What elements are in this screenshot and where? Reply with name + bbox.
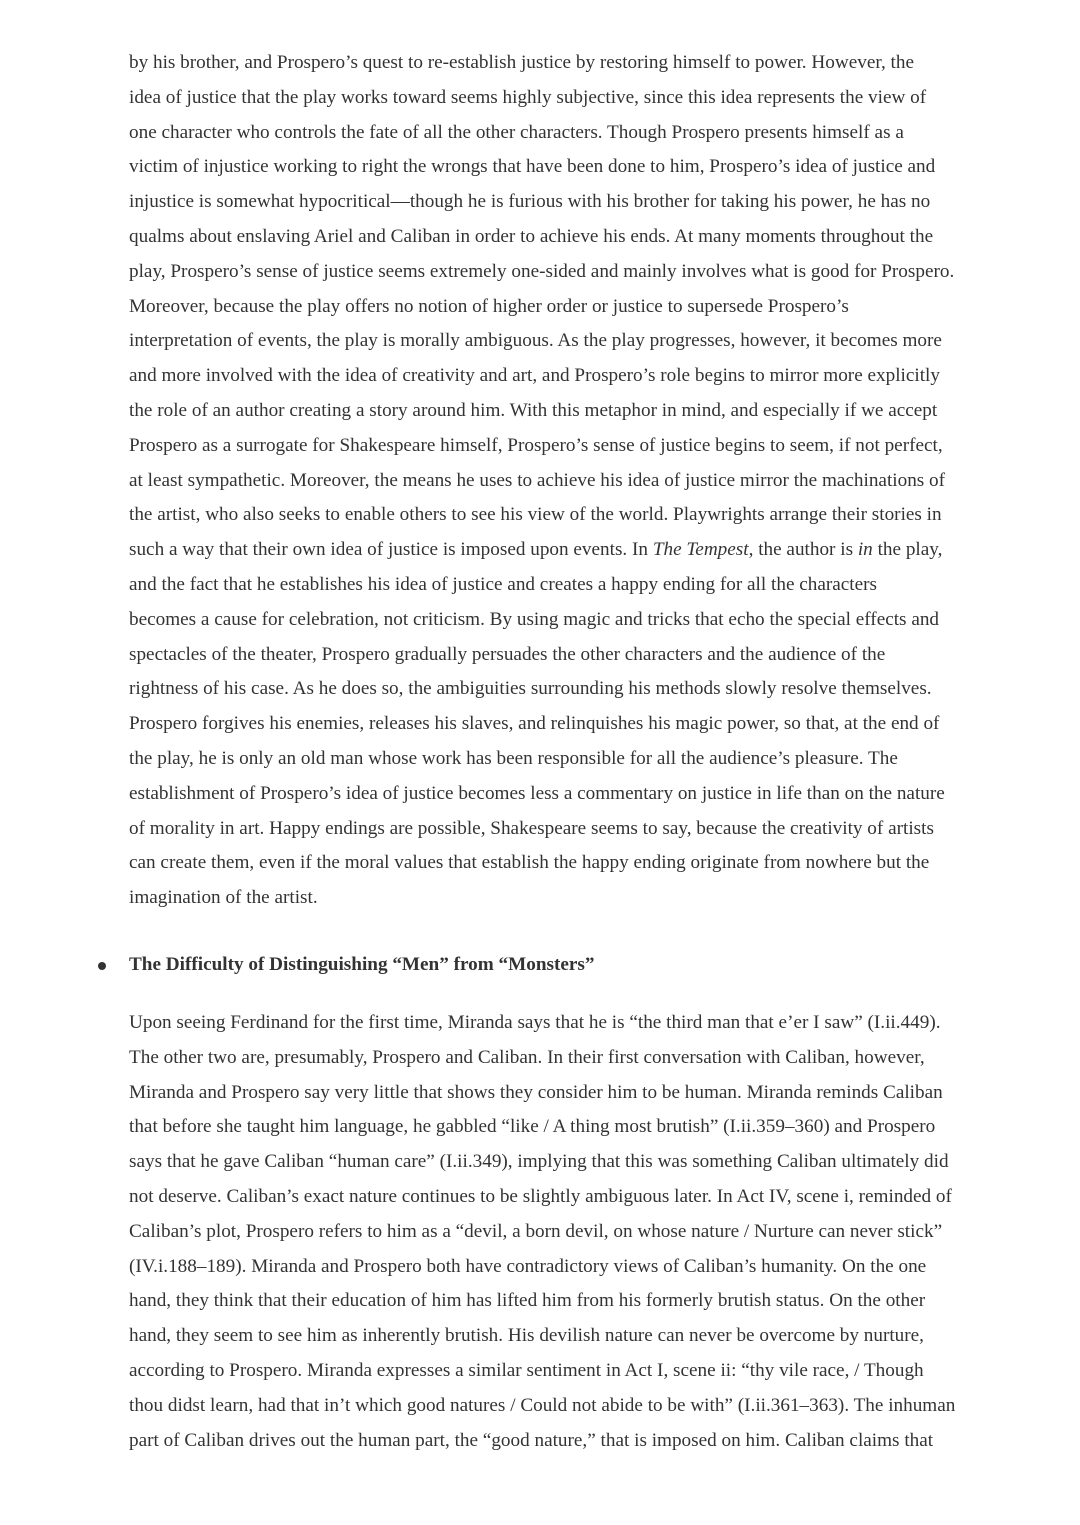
title-italic: The Tempest bbox=[652, 539, 749, 561]
text-line: play, Prospero’s sense of justice seems extremely one-sided and mainly involves what is good for Prospero. bbox=[129, 260, 955, 282]
text-line: The other two are, presumably, Prospero and Caliban. In their first conversation with Caliban, however, bbox=[129, 1046, 925, 1068]
text-line: idea of justice that the play works toward seems highly subjective, since this idea represents the view of bbox=[129, 86, 927, 108]
text-segment: , the author is bbox=[748, 539, 858, 561]
bullet-icon bbox=[98, 962, 106, 970]
text-line: injustice is somewhat hypocritical—though he is furious with his brother for taking his power, he has no bbox=[129, 191, 931, 213]
emphasis-italic: in bbox=[857, 539, 873, 561]
text-line: Prospero forgives his enemies, releases his slaves, and relinquishes his magic power, so that, at the end of bbox=[129, 713, 940, 735]
text-line bbox=[129, 533, 954, 568]
text-segment: such a way that their own idea of justice is imposed upon events. In bbox=[129, 539, 653, 561]
text-line: by his brother, and Prospero’s quest to re-establish justice by restoring himself to power. However, the bbox=[129, 52, 914, 73]
text-line: and more involved with the idea of creativity and art, and Prospero’s role begins to mirror more explicitly bbox=[129, 365, 940, 387]
text-line: of morality in art. Happy endings are possible, Shakespeare seems to say, because the creativity of artists bbox=[129, 817, 934, 839]
text-line: qualms about enslaving Ariel and Caliban in order to achieve his ends. At many moments throughout the bbox=[129, 225, 934, 247]
text-line: not deserve. Caliban’s exact nature continues to be slightly ambiguous later. In Act IV, scene i, reminded of bbox=[129, 1185, 952, 1207]
text-line: (IV.i.188–189). Miranda and Prospero both have contradictory views of Caliban’s humanity. On the one bbox=[129, 1255, 927, 1277]
text-line: Moreover, because the play offers no notion of higher order or justice to supersede Prospero’s bbox=[129, 295, 849, 317]
text-line: hand, they think that their education of him has lifted him from his formerly brutish status. On the other bbox=[129, 1290, 926, 1312]
text-line: becomes a cause for celebration, not criticism. By using magic and tricks that echo the special effects and bbox=[129, 608, 940, 630]
text-line: imagination of the artist. bbox=[129, 887, 318, 909]
section-heading: The Difficulty of Distinguishing “Men” from “Monsters” bbox=[129, 954, 595, 975]
text-line: the play, he is only an old man whose work has been responsible for all the audience’s pleasure. The bbox=[129, 747, 898, 769]
text-line: rightness of his case. As he does so, the ambiguities surrounding his methods slowly resolve themselves. bbox=[129, 678, 932, 700]
paragraph-men-monsters bbox=[129, 1006, 955, 1458]
text-line: interpretation of events, the play is morally ambiguous. As the play progresses, however, it becomes more bbox=[129, 330, 942, 352]
text-line: part of Caliban drives out the human part, the “good nature,” that is imposed on him. Caliban claims that bbox=[129, 1429, 934, 1451]
text-line: and the fact that he establishes his idea of justice and creates a happy ending for all the characters bbox=[129, 573, 878, 595]
text-line: one character who controls the fate of all the other characters. Though Prospero presents himself as a bbox=[129, 121, 904, 143]
text-line: victim of injustice working to right the wrongs that have been done to him, Prospero’s idea of justice and bbox=[129, 156, 936, 178]
text-line: says that he gave Caliban “human care” (I.ii.349), implying that this was something Caliban ultimately did bbox=[129, 1151, 949, 1173]
text-line: spectacles of the theater, Prospero gradually persuades the other characters and the audience of the bbox=[129, 643, 886, 665]
text-line: that before she taught him language, he gabbled “like / A thing most brutish” (I.ii.359–360) and Prospero bbox=[129, 1116, 936, 1138]
text-line: the artist, who also seeks to enable others to see his view of the world. Playwrights arrange their stories in bbox=[129, 504, 942, 526]
text-line: establishment of Prospero’s idea of justice becomes less a commentary on justice in life than on the nature bbox=[129, 782, 945, 804]
paragraph-justice bbox=[129, 46, 954, 916]
text-line: at least sympathetic. Moreover, the means he uses to achieve his idea of justice mirror the machinations of bbox=[129, 469, 946, 491]
text-line: Prospero as a surrogate for Shakespeare himself, Prospero’s sense of justice begins to seem, if not perfect, bbox=[129, 434, 943, 456]
text-line: thou didst learn, had that in’t which good natures / Could not abide to be with” (I.ii.361–363). The inhuman bbox=[129, 1394, 956, 1416]
text-line: can create them, even if the moral values that establish the happy ending originate from nowhere but the bbox=[129, 852, 930, 874]
text-line: Miranda and Prospero say very little that shows they consider him to be human. Miranda reminds Caliban bbox=[129, 1081, 943, 1103]
text-line: the role of an author creating a story around him. With this metaphor in mind, and especially if we accept bbox=[129, 399, 938, 421]
text-line: Upon seeing Ferdinand for the first time, Miranda says that he is “the third man that e’er I saw” (I.ii.449). bbox=[129, 1012, 941, 1033]
text-line: Caliban’s plot, Prospero refers to him as a “devil, a born devil, on whose nature / Nurture can never stick” bbox=[129, 1220, 943, 1242]
text-line: according to Prospero. Miranda expresses a similar sentiment in Act I, scene ii: “thy vile race, / Though bbox=[129, 1359, 924, 1381]
text-segment: the play, bbox=[872, 539, 943, 561]
text-line: hand, they seem to see him as inherently brutish. His devilish nature can never be overcome by nurture, bbox=[129, 1325, 924, 1347]
